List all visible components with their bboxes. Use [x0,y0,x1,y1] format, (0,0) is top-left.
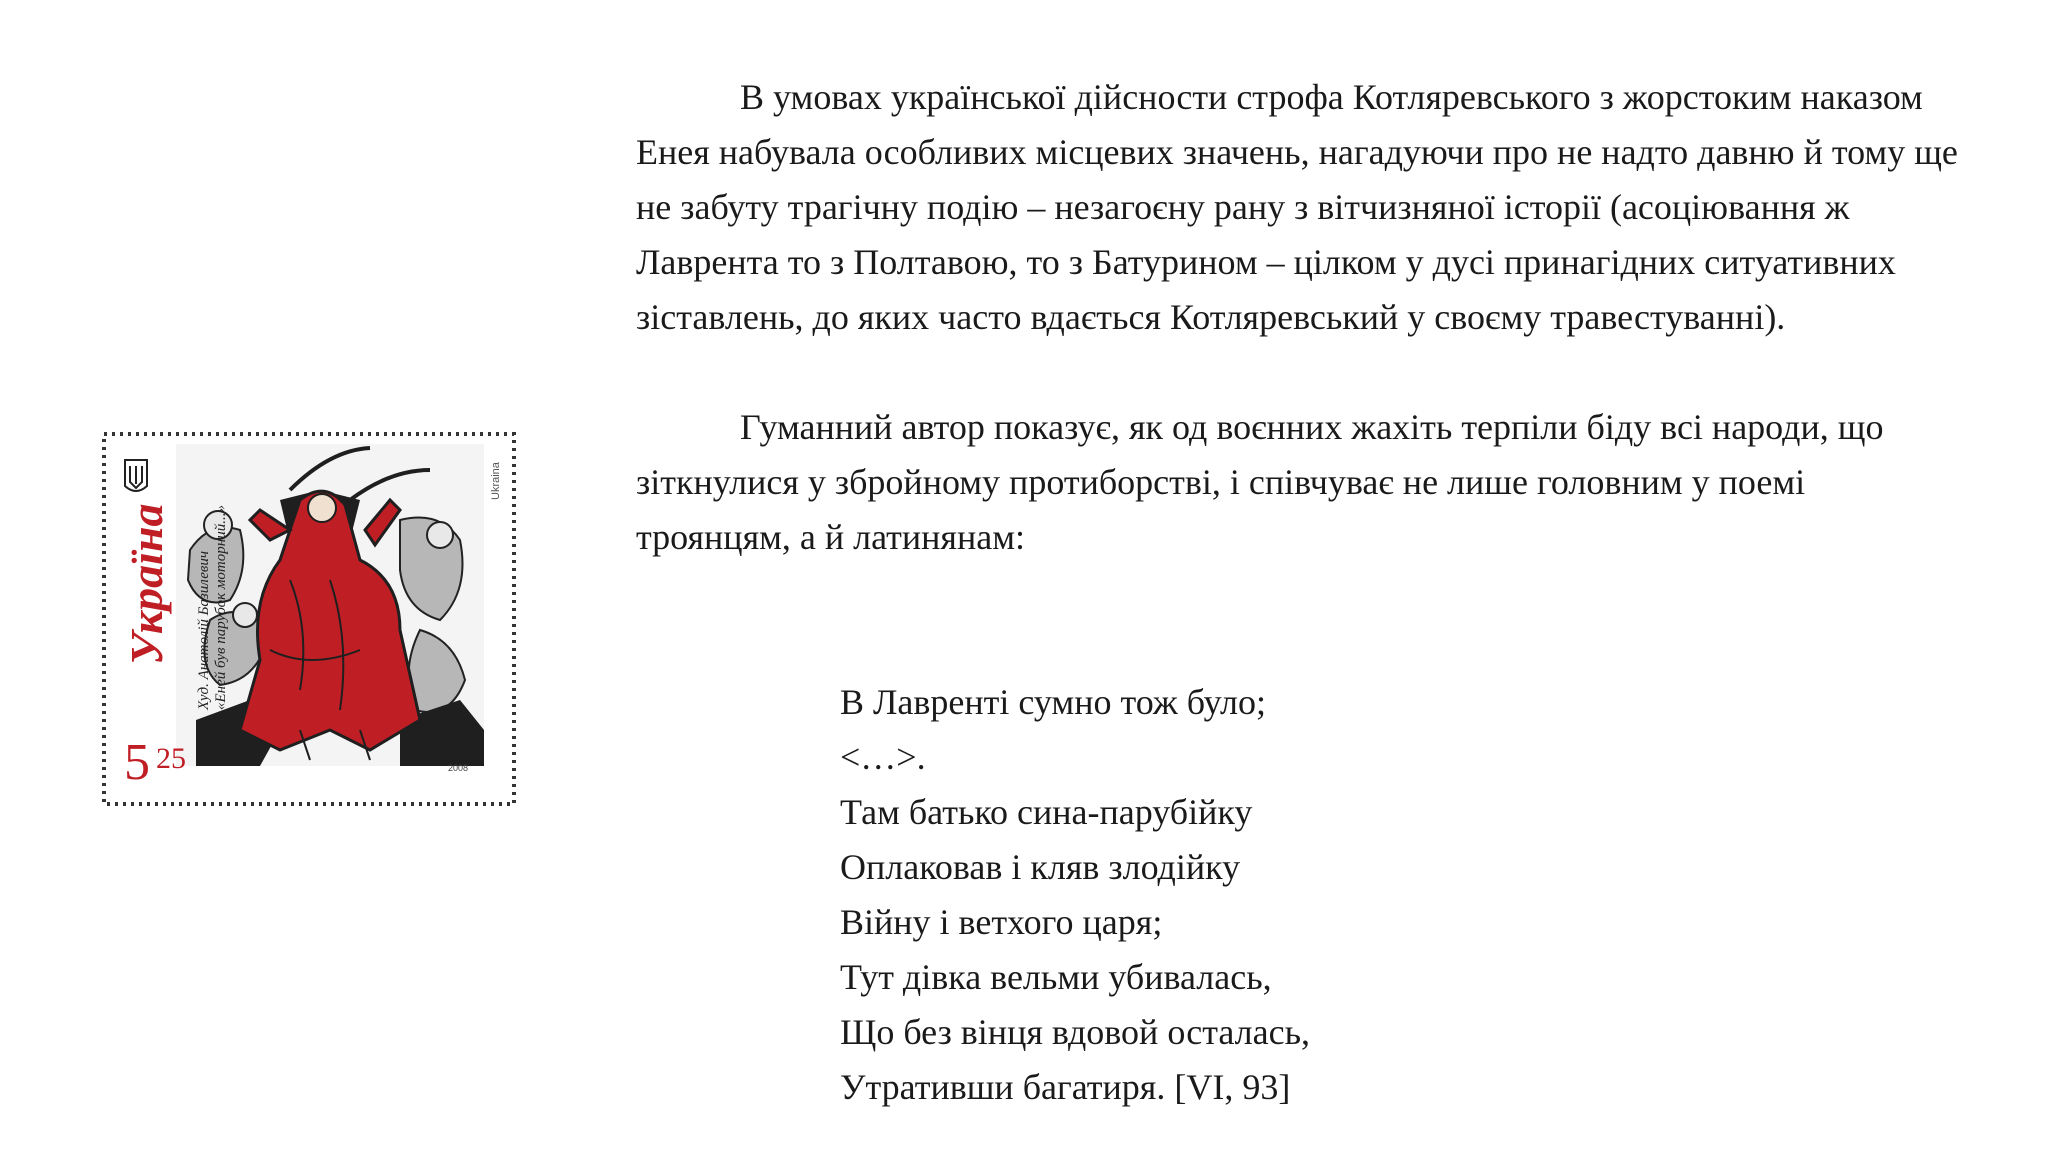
paragraph-1: В умовах української дійсности строфа Котляревського з жорстоким наказом Енея набувала особливих місцевих значень, нагадуючи про не надто давню й тому ще не забуту трагічну подію – незагоєну рану з вітчизняної історії (асоціювання ж Лаврента то з Полтавою, то з Батурином – цілком у дусі принагідних ситуативних зіставлень, до яких часто вдається Котляревський у своєму травестуванні). [636,77,1958,337]
article-body [636,70,1966,565]
poem-line: Оплаковав і кляв злодійку [840,847,1241,887]
poem-line: Утративши багатиря. [VI, 93] [840,1067,1291,1107]
paragraph-2: Гуманний автор показує, як од воєнних жахіть терпіли біду всі народи, що зіткнулися у збройному протиборстві, і співчуває не лише головним у поемі троянцям, а й латинянам: [636,407,1884,557]
poem-line: Що без вінця вдовой осталась, [840,1012,1311,1052]
poem-quote [840,675,1310,1115]
poem-line: <…>. [840,737,926,777]
stamp-country-label: Україна [121,503,172,665]
stamp-title-line: «Еней був парубок моторний...» [213,505,229,710]
trident-icon [122,458,150,498]
stamp-price-sub: 25 [156,742,186,775]
poem-line: В Лавренті сумно тож було; [840,682,1267,722]
stamp-latin-label: Ukraina [490,462,502,500]
stamp-price-main: 5 [124,734,150,791]
poem-line: Війну і ветхого царя; [840,902,1163,942]
poem-line: Там батько сина-парубійку [840,792,1253,832]
stamp-caption [196,505,230,710]
stamp-year: 2008 [448,763,469,773]
stamp-artist-line: Худ. Анатолій Базилевич [196,550,212,710]
poem-line: Тут дівка вельми убивалась, [840,957,1272,997]
